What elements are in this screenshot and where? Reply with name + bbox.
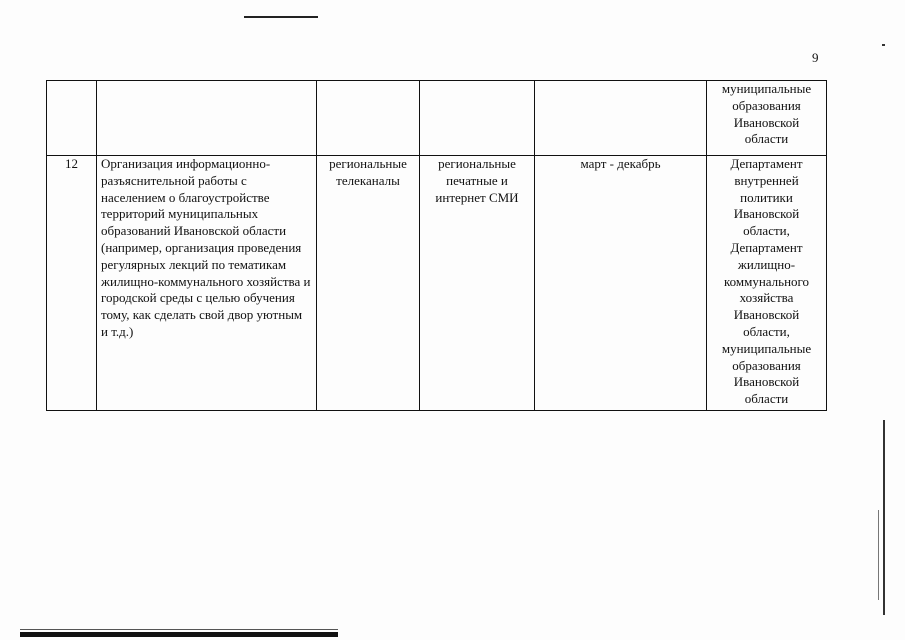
cell-media [420,81,535,156]
cell-responsible: муниципальные образования Ивановской области [707,81,827,156]
scan-artifact-edge [878,510,879,600]
cell-responsible: Департамент внутренней политики Ивановской области, Департамент жилищно-коммунального хозяйства Ивановской области, муниципальные образования Ивановской области [707,156,827,411]
page-number: 9 [812,50,819,65]
cell-period: март - декабрь [535,156,707,411]
scan-artifact-line [20,629,338,630]
scan-artifact-line [244,16,318,18]
table-row [47,81,827,156]
table-row [47,156,827,411]
cell-channel [317,81,420,156]
cell-number [47,81,97,156]
scan-artifact-mark [882,44,885,46]
cell-number: 12 [47,156,97,411]
cell-channel: региональные телеканалы [317,156,420,411]
cell-activity: Организация информационно-разъяснительной работы с населением о благоустройстве территорий муниципальных образований Ивановской области (например, организация проведения регулярных лекций по тематикам жилищно-коммунального хозяйства и городской среды с целью обучения тому, как сделать свой двор уютным и т.д.) [97,156,317,411]
plan-table [46,80,827,411]
cell-media: региональные печатные и интернет СМИ [420,156,535,411]
scan-artifact-bar [20,632,338,637]
cell-activity [97,81,317,156]
scan-artifact-edge [883,420,885,615]
cell-period [535,81,707,156]
